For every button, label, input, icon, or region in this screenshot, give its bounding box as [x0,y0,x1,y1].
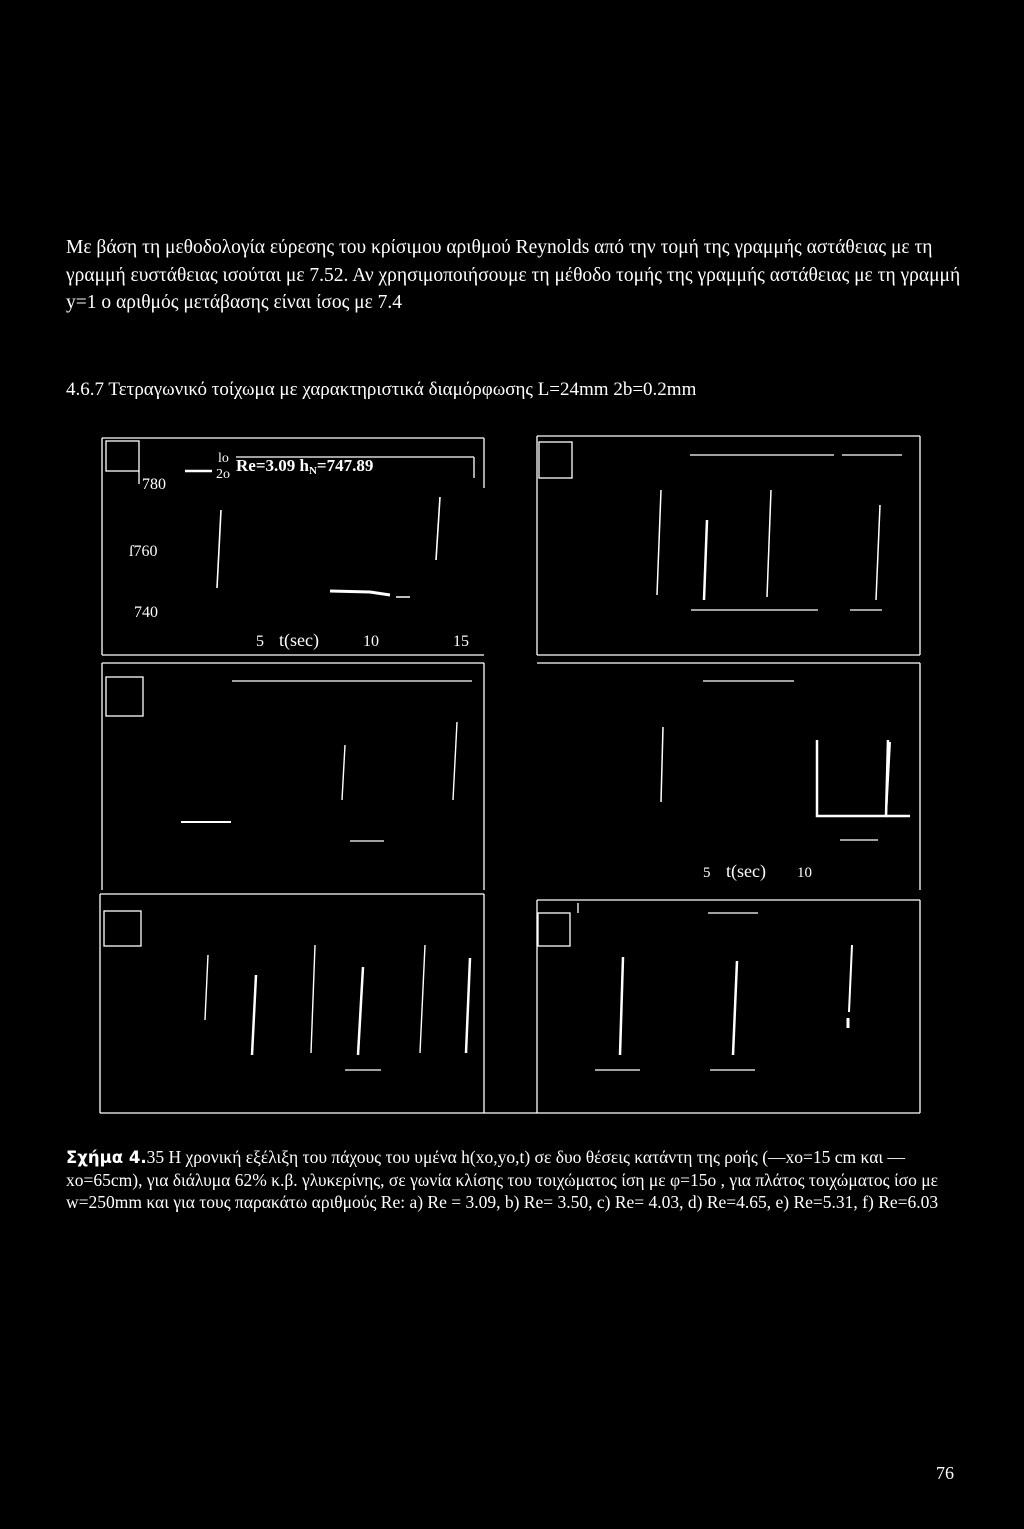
panel-a-label-box [106,441,139,471]
figure-caption [66,1146,966,1213]
panel-d-xlabel: t(sec) [726,861,766,881]
panel-d [537,663,920,890]
panel-a-xlabel: t(sec) [279,630,319,650]
panel-e-label-box [104,911,141,946]
panel-a-legend-sub: N [308,465,317,477]
panel-f [537,900,920,1113]
panel-a-ytick-740: 740 [134,604,158,621]
panel-c [102,663,484,890]
panel-a-xtick-5: 5 [256,633,264,650]
panel-a-ytick-780: 780 [142,476,166,493]
panel-b-label-box [539,442,572,478]
panel-a-legend: Re=3.09 hN=747.89 [236,456,374,477]
panel-a-legend-20: 2o [216,467,230,482]
caption-text: 35 Η χρονική εξέλιξη του πάχους του υμένα h(xo,yo,t) σε δυο θέσεις κατάντη της ροής (—xo=15 cm και — xo=65cm), για διάλυμα 62% κ.β. γλυκερίνης, σε γωνία κλίσης του τοιχώματος ίση με φ=15o , για πλάτος τοιχώματος ίσο με w=250mm και για τους παρακάτω αριθμούς Re: a) Re = 3.09, b) Re= 3.50, c) Re= 4.03, d) Re=4.65, e) Re=5.31, f) Re=6.03 [66,1147,939,1212]
panel-a-xtick-15: 15 [453,633,469,650]
section-heading: 4.6.7 Τετραγωνικό τοίχωμα με χαρακτηριστικά διαμόρφωσης L=24mm 2b=0.2mm [66,379,697,400]
panel-a-xtick-10: 10 [363,633,379,650]
panel-a-legend-10: lo [218,451,229,466]
panel-b [537,436,920,655]
panel-e [100,894,920,1113]
caption-label: Σχήμα 4. [66,1148,147,1167]
panel-d-xtick-5: 5 [703,865,711,881]
panel-f-label-box [538,913,570,946]
panel-c-label-box [106,677,143,716]
panel-a-ytick-760: ſ760 [129,543,158,560]
page-number: 76 [936,1463,954,1483]
body-paragraph: Με βάση τη μεθοδολογία εύρεσης του κρίσιμου αριθμού Reynolds από την τομή της γραμμής αστάθειας με τη γραμμή ευστάθειας ισούται με 7.52. Αν χρησιμοποιήσουμε τη μέθοδο τομής της γραμμής αστάθειας με τη γραμμή y=1 ο αριθμός μετάβασης είναι ίσος με 7.4 [66,237,961,313]
panel-d-xtick-10: 10 [797,865,812,881]
